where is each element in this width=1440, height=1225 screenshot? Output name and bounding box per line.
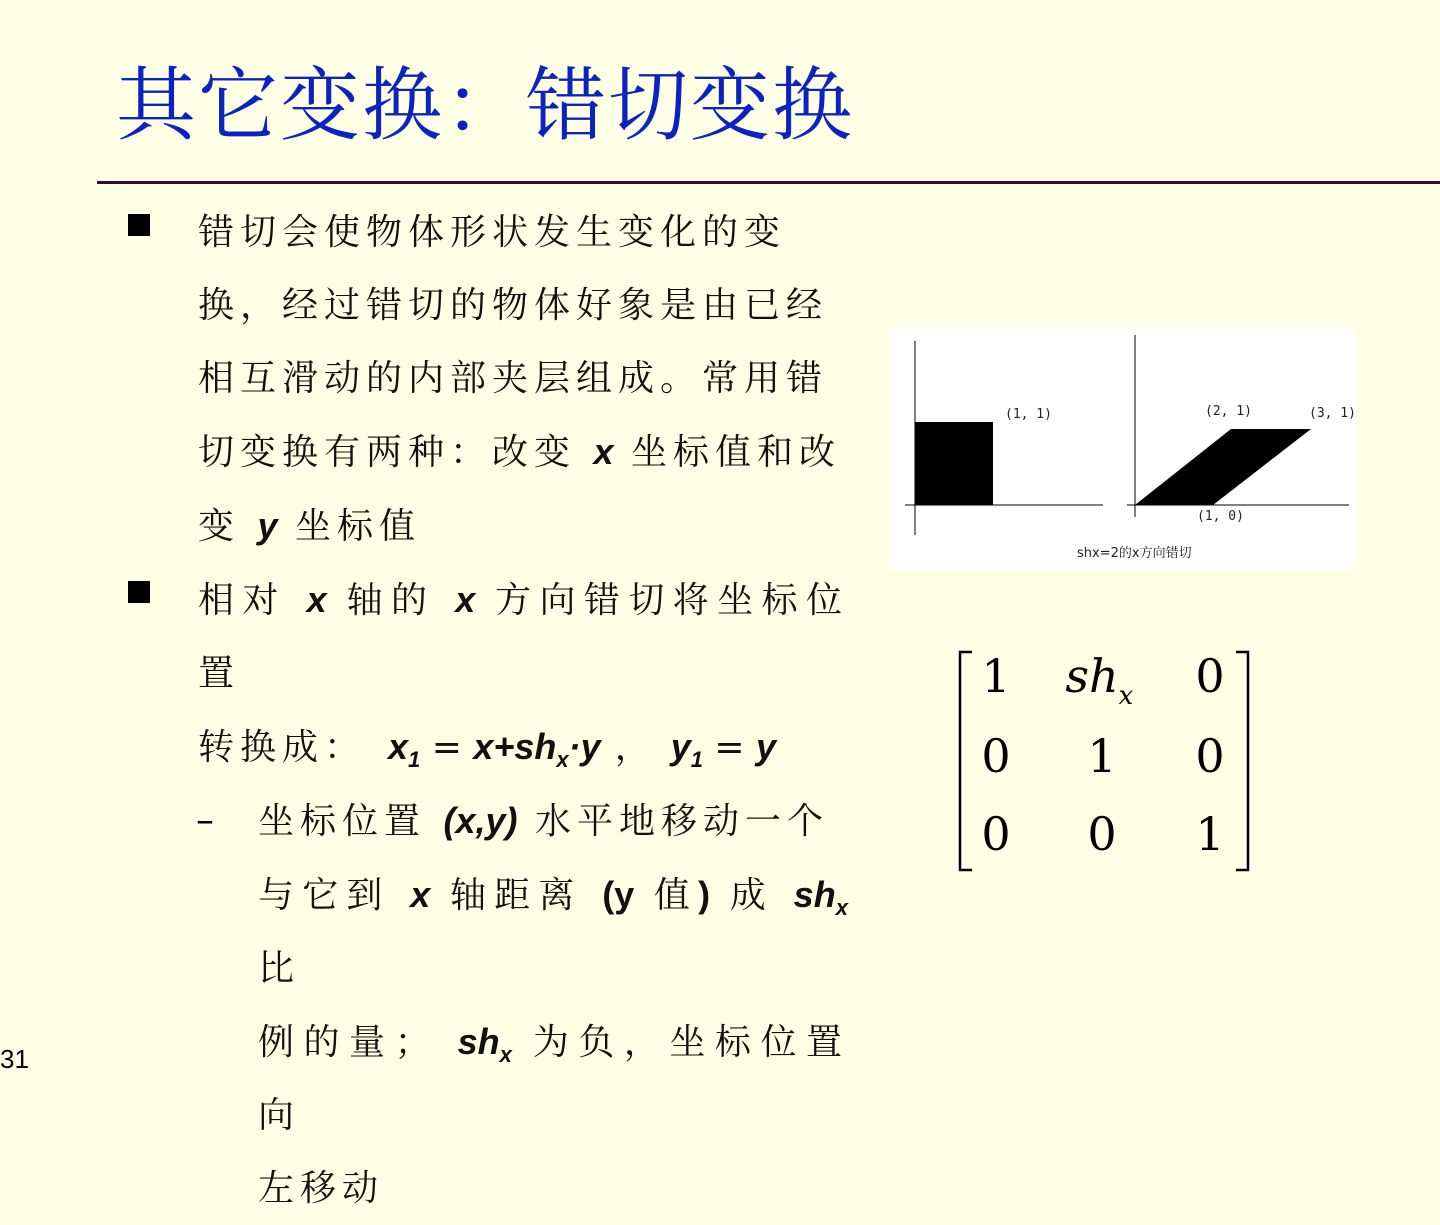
math-var: x — [593, 431, 614, 472]
right-bracket — [1236, 652, 1248, 870]
text-fragment: 坐标值和改 — [630, 432, 841, 473]
text-fragment: 方向错切将坐标位置 — [198, 580, 848, 694]
math-var: y — [756, 726, 777, 767]
text-fragment: 变 — [198, 506, 241, 547]
text-fragment: 坐标值 — [294, 506, 421, 547]
text-line — [198, 489, 848, 563]
bullet-item-shear-intro — [128, 196, 848, 563]
separator: ， — [614, 727, 657, 768]
matrix-cell: 0 — [1087, 807, 1117, 861]
text-fragment: 成 — [729, 875, 775, 916]
text-fragment: 转换成： — [198, 727, 367, 768]
matrix-cell: 0 — [981, 807, 1011, 861]
shear-diagram-svg — [891, 327, 1355, 570]
text-line: 错切会使物体形状发生变化的变 — [198, 212, 787, 253]
shear-matrix — [952, 648, 1256, 874]
unit-square — [915, 422, 993, 505]
sub-bullet-item — [128, 784, 848, 1225]
text-fragment: 例的量； — [258, 1022, 437, 1063]
title-divider — [97, 181, 1440, 184]
text-fragment: 与它到 — [258, 875, 391, 916]
text-line — [198, 563, 848, 710]
matrix-cell: 1 — [1087, 729, 1117, 783]
matrix-cell: 0 — [981, 729, 1011, 783]
text-line: 左移动 — [258, 1168, 385, 1209]
sheared-parallelogram — [1135, 429, 1311, 505]
matrix-cell: 0 — [1195, 649, 1225, 703]
bullet-item-x-shear — [128, 563, 848, 784]
point-label-1-1: (1, 1) — [1005, 407, 1052, 422]
text-line — [258, 784, 848, 858]
matrix-svg — [952, 648, 1256, 874]
square-bullet-icon — [128, 214, 150, 236]
math-var: x — [455, 579, 476, 620]
matrix-cell: 0 — [1195, 729, 1225, 783]
math-var: $sh_x$ — [457, 1021, 512, 1067]
shear-formula-line — [198, 710, 848, 784]
square-bullet-icon — [128, 581, 150, 603]
page-number: 31 — [0, 1044, 29, 1074]
math-var: x — [306, 579, 327, 620]
text-fragment: 切变换有两种：改变 — [198, 432, 577, 473]
text-fragment: 比 — [258, 948, 301, 989]
math-var: $x_1$ — [388, 726, 421, 772]
text-fragment: 轴距离 — [449, 875, 583, 916]
point-label-3-1: (3, 1) — [1309, 406, 1355, 421]
matrix-cell: 1 — [981, 649, 1011, 703]
text-line — [258, 858, 848, 1005]
text-fragment: ) — [698, 874, 711, 915]
text-fragment: 值 — [653, 875, 699, 916]
text-fragment: 相对 — [198, 580, 287, 621]
point-label-1-0: (1, 0) — [1197, 509, 1244, 524]
text-fragment: 为负，坐标位置向 — [258, 1022, 848, 1136]
dash-bullet-icon: – — [196, 800, 214, 841]
math-var: $y_1$ — [670, 726, 703, 772]
slide-body — [128, 196, 848, 1225]
text-fragment: 水平地移动一个 — [534, 801, 829, 842]
shear-illustration — [891, 327, 1355, 570]
matrix-cell: 1 — [1195, 807, 1225, 861]
math-var: (y — [602, 874, 635, 915]
math-var: $sh_x$ — [793, 874, 848, 920]
text-line: 相互滑动的内部夹层组成。常用错 — [198, 358, 829, 399]
equals-sign: = — [420, 727, 474, 768]
math-expression: (x,y) — [443, 800, 518, 841]
text-line — [258, 1005, 848, 1152]
point-label-2-1: (2, 1) — [1205, 404, 1252, 419]
text-line: 换，经过错切的物体好象是由已经 — [198, 285, 829, 326]
text-line — [198, 415, 848, 489]
left-bracket — [960, 652, 972, 870]
equals-sign: = — [702, 727, 757, 768]
math-var: x — [410, 874, 431, 915]
text-fragment: 轴的 — [346, 580, 436, 621]
math-expression: $x+sh_x\cdot y$ — [473, 726, 601, 772]
figure-caption: shx=2的x方向错切 — [1077, 546, 1192, 561]
slide-title: 其它变换：错切变换 — [116, 59, 854, 152]
matrix-cell-subscript: x — [1118, 681, 1134, 711]
text-fragment: 坐标位置 — [258, 801, 427, 842]
matrix-cell: sh — [1065, 649, 1119, 703]
math-var: y — [257, 505, 278, 546]
